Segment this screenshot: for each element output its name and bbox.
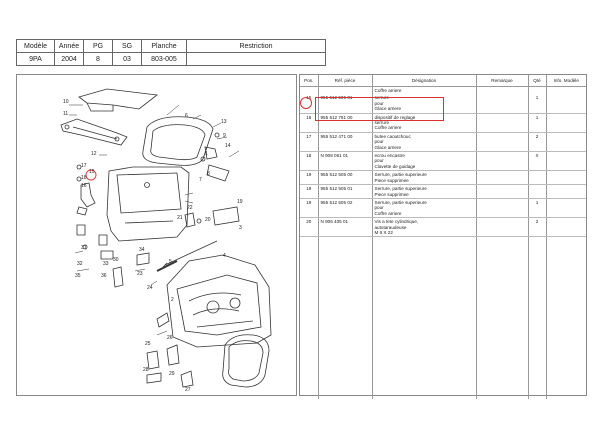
part-designation [372,171,476,185]
designation-line: Piece supprimee [374,177,409,183]
parts-row [300,94,586,113]
exploded-diagram [16,74,297,396]
callout-number: 19 [237,199,243,205]
designation-line: Serrure, partie superieure [374,172,427,178]
callout-number: 21 [177,215,183,221]
part-pos: 18 [300,152,318,171]
part-remark [476,113,528,132]
part-qty: 1 [528,113,546,132]
designation-line: Glace arriere [374,144,402,150]
header-label-plate: Planche [142,40,187,53]
designation-line: autotaraudeuse [374,224,407,230]
part-ref: 955 512 505 02 [318,198,372,217]
designation-line: Serrure, partie superieure [374,186,427,192]
designation-line: Glace arriere [374,106,402,112]
part-designation [372,132,476,151]
part-qty [528,171,546,185]
part-ref: 955 512 505 01 [318,185,372,199]
part-pos: 19 [300,171,318,185]
callout-number: 6 [185,113,188,119]
callout-number: 29 [169,371,175,377]
header-labels-row [17,40,326,53]
part-ref: 955 512 761 00 [318,113,372,132]
callout-number: 33 [103,261,109,267]
header-label-year: Année [55,40,84,53]
callout-number: 20 [205,217,211,223]
callout-number: 4 [223,253,226,259]
part-pos: 19 [300,185,318,199]
callout-number: 32 [77,261,83,267]
designation-line: Coffre arriere [374,210,402,216]
parts-list [299,74,587,396]
parts-row [300,132,586,151]
part-model-info [546,132,586,151]
col-qty: Qté [528,75,546,87]
part-model-info [546,94,586,113]
part-remark [476,152,528,171]
callout-number: 12 [91,151,97,157]
parts-table [300,75,586,399]
parts-row [300,171,586,185]
part-qty: 1 [528,198,546,217]
callout-number: 14 [225,143,231,149]
header-value-plate: 803-005 [142,53,187,66]
diagram-drawing [17,75,296,395]
designation-line: serrure [374,95,390,101]
callout-number: 17 [81,163,87,169]
section-title: Coffre arriere [372,87,476,95]
callout-number: 36 [101,273,107,279]
part-ref: 955 512 471 00 [318,132,372,151]
part-qty [528,185,546,199]
part-qty: 2 [528,132,546,151]
part-designation [372,152,476,171]
designation-line: M 6 X 22 [374,229,393,235]
designation-line: Vis a tete cylindrique, [374,219,419,225]
designation-line: serrure [374,120,390,126]
col-remark: Remarque [476,75,528,87]
callout-number: 2 [171,297,174,303]
part-remark [476,185,528,199]
designation-line: Piece supprimee [374,191,409,197]
parts-row [300,152,586,171]
callout-number: 18 [81,175,87,181]
designation-line: pour [374,158,384,164]
callout-number: 16 [81,183,87,189]
callout-number: 8 [207,171,210,177]
parts-row [300,113,586,132]
part-model-info [546,198,586,217]
section-title-row [300,87,586,95]
part-designation [372,185,476,199]
callout-number: 10 [63,99,69,105]
part-pos: 16 [300,113,318,132]
designation-line: pour [374,205,384,211]
part-model-info [546,218,586,237]
part-remark [476,218,528,237]
part-designation [372,218,476,237]
part-qty: 2 [528,218,546,237]
parts-header-row [300,75,586,87]
part-qty: 1 [528,94,546,113]
part-model-info [546,171,586,185]
part-ref: N 908 061 01 [318,152,372,171]
part-model-info [546,152,586,171]
callout-number: 13 [221,119,227,125]
designation-line: dispositif de reglage [374,114,416,120]
part-ref: N 906 405 01 [318,218,372,237]
part-designation [372,94,476,113]
part-pos: 17 [300,132,318,151]
callout-number: 26 [167,335,173,341]
col-pos: Pos. [300,75,318,87]
part-pos: 15 [300,94,318,113]
callout-number: 31 [81,245,87,251]
header-value-year: 2004 [55,53,84,66]
part-remark [476,94,528,113]
callout-number: 5 [169,259,172,265]
header-value-restriction [187,53,326,66]
part-model-info [546,185,586,199]
callout-number: 3 [239,225,242,231]
part-model-info [546,113,586,132]
part-pos: 19 [300,198,318,217]
header-value-sg: 03 [113,53,142,66]
col-ref: Réf. pièce [318,75,372,87]
col-designation: Désignation [372,75,476,87]
col-model-info: Info. Modèle [546,75,586,87]
parts-row [300,185,586,199]
empty-filler-row [300,237,586,400]
callout-number: 27 [185,387,191,393]
callout-number: 15 [89,169,95,175]
header-label-model: Modèle [17,40,55,53]
callout-number: 7 [199,177,202,183]
callout-number: 23 [137,271,143,277]
callout-number: 25 [145,341,151,347]
callout-number: 24 [147,285,153,291]
callout-number: 34 [139,247,145,253]
designation-line: pour [374,100,384,106]
designation-line: Coffre arriere [374,125,402,131]
header-table [16,39,326,66]
part-remark [476,132,528,151]
callout-number: 11 [63,111,69,117]
part-ref: 955 512 506 01 [318,94,372,113]
designation-line: ecrou encastre [374,153,405,159]
designation-line: pour [374,139,384,145]
callout-number: 28 [143,367,149,373]
designation-line: butee caoutchouc [374,133,411,139]
part-remark [476,198,528,217]
designation-line: Clavette de guidage [374,163,416,169]
part-designation [372,198,476,217]
callout-number: 35 [75,273,81,279]
header-label-restriction: Restriction [187,40,326,53]
part-pos: 20 [300,218,318,237]
header-value-pg: 8 [84,53,113,66]
parts-row [300,218,586,237]
designation-line: Serrure, partie superieure [374,199,427,205]
callout-number: 1 [205,151,208,157]
part-ref: 955 512 505 00 [318,171,372,185]
header-values-row [17,53,326,66]
part-qty: X [528,152,546,171]
header-value-model: 9PA [17,53,55,66]
callout-number: 22 [187,205,193,211]
part-designation [372,113,476,132]
header-label-pg: PG [84,40,113,53]
header-label-sg: SG [113,40,142,53]
callout-number: 9 [223,133,226,139]
part-remark [476,171,528,185]
callout-number: 30 [113,257,119,263]
parts-row [300,198,586,217]
